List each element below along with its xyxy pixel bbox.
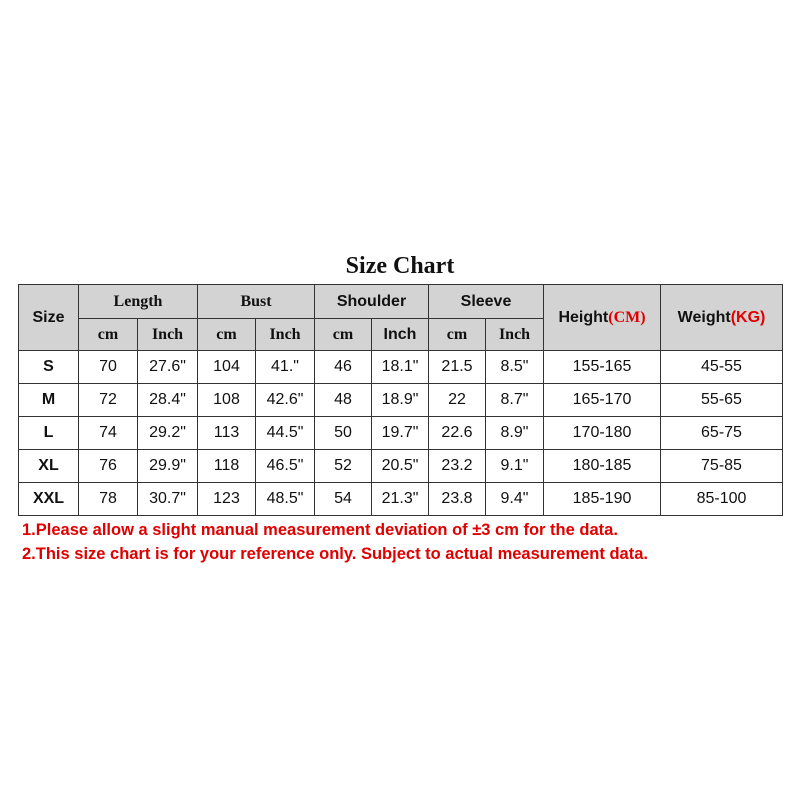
- size-cell: M: [19, 384, 79, 417]
- sleeve-cm-cell: 22.6: [429, 417, 486, 450]
- height-cell: 180-185: [544, 450, 661, 483]
- size-header: Size: [19, 285, 79, 351]
- height-unit: (CM): [608, 308, 646, 326]
- size-chart-table: [18, 284, 783, 516]
- shoulder-header: Shoulder: [315, 285, 429, 319]
- length-header: Length: [79, 285, 198, 319]
- bust-in-cell: 44.5": [256, 417, 315, 450]
- height-cell: 170-180: [544, 417, 661, 450]
- table-row: [19, 351, 783, 384]
- length-inch-header: Inch: [138, 319, 198, 351]
- length-in-cell: 27.6": [138, 351, 198, 384]
- bust-cm-cell: 123: [198, 483, 256, 516]
- page-title: Size Chart: [345, 253, 455, 279]
- shoulder-cm-cell: 52: [315, 450, 372, 483]
- size-cell: L: [19, 417, 79, 450]
- length-in-cell: 28.4": [138, 384, 198, 417]
- table-row: [19, 450, 783, 483]
- weight-cell: 75-85: [661, 450, 783, 483]
- bust-in-cell: 41.": [256, 351, 315, 384]
- table-row: [19, 483, 783, 516]
- size-cell: XXL: [19, 483, 79, 516]
- length-cm-cell: 76: [79, 450, 138, 483]
- sleeve-in-cell: 9.4": [486, 483, 544, 516]
- height-cell: 165-170: [544, 384, 661, 417]
- length-cm-cell: 72: [79, 384, 138, 417]
- bust-cm-header: cm: [198, 319, 256, 351]
- bust-in-cell: 46.5": [256, 450, 315, 483]
- sleeve-cm-cell: 23.2: [429, 450, 486, 483]
- sleeve-in-cell: 8.7": [486, 384, 544, 417]
- weight-label: Weight: [677, 308, 731, 326]
- sleeve-cm-header: cm: [429, 319, 486, 351]
- sleeve-header: Sleeve: [429, 285, 544, 319]
- shoulder-in-cell: 21.3": [372, 483, 429, 516]
- sleeve-cm-cell: 21.5: [429, 351, 486, 384]
- height-cell: 185-190: [544, 483, 661, 516]
- shoulder-in-cell: 18.9": [372, 384, 429, 417]
- length-cm-header: cm: [79, 319, 138, 351]
- shoulder-cm-cell: 46: [315, 351, 372, 384]
- size-cell: S: [19, 351, 79, 384]
- shoulder-cm-cell: 48: [315, 384, 372, 417]
- length-cm-cell: 74: [79, 417, 138, 450]
- bust-cm-cell: 113: [198, 417, 256, 450]
- table-row: [19, 384, 783, 417]
- sleeve-in-cell: 9.1": [486, 450, 544, 483]
- bust-inch-header: Inch: [256, 319, 315, 351]
- weight-header: [661, 285, 783, 351]
- sleeve-cm-cell: 22: [429, 384, 486, 417]
- length-in-cell: 29.9": [138, 450, 198, 483]
- weight-cell: 65-75: [661, 417, 783, 450]
- length-cm-cell: 70: [79, 351, 138, 384]
- weight-cell: 85-100: [661, 483, 783, 516]
- sleeve-in-cell: 8.9": [486, 417, 544, 450]
- size-rows: [19, 351, 783, 516]
- note-1: 1.Please allow a slight manual measurement deviation of ±3 cm for the data.: [22, 521, 618, 539]
- bust-cm-cell: 108: [198, 384, 256, 417]
- notes: [22, 518, 648, 566]
- length-cm-cell: 78: [79, 483, 138, 516]
- weight-unit: (KG): [730, 308, 766, 326]
- bust-header: Bust: [198, 285, 315, 319]
- table-row: [19, 417, 783, 450]
- bust-cm-cell: 118: [198, 450, 256, 483]
- header-row-1: [19, 285, 783, 319]
- weight-cell: 55-65: [661, 384, 783, 417]
- weight-cell: 45-55: [661, 351, 783, 384]
- bust-cm-cell: 104: [198, 351, 256, 384]
- sleeve-in-cell: 8.5": [486, 351, 544, 384]
- size-cell: XL: [19, 450, 79, 483]
- shoulder-cm-header: cm: [315, 319, 372, 351]
- shoulder-cm-cell: 54: [315, 483, 372, 516]
- sleeve-cm-cell: 23.8: [429, 483, 486, 516]
- bust-in-cell: 42.6": [256, 384, 315, 417]
- height-header: [544, 285, 661, 351]
- length-in-cell: 29.2": [138, 417, 198, 450]
- note-2: 2.This size chart is for your reference only. Subject to actual measurement data.: [22, 545, 648, 563]
- length-in-cell: 30.7": [138, 483, 198, 516]
- shoulder-cm-cell: 50: [315, 417, 372, 450]
- shoulder-in-cell: 18.1": [372, 351, 429, 384]
- sleeve-inch-header: Inch: [486, 319, 544, 351]
- height-cell: 155-165: [544, 351, 661, 384]
- shoulder-in-cell: 19.7": [372, 417, 429, 450]
- bust-in-cell: 48.5": [256, 483, 315, 516]
- height-label: Height: [558, 308, 609, 326]
- shoulder-inch-header: Inch: [372, 319, 429, 351]
- shoulder-in-cell: 20.5": [372, 450, 429, 483]
